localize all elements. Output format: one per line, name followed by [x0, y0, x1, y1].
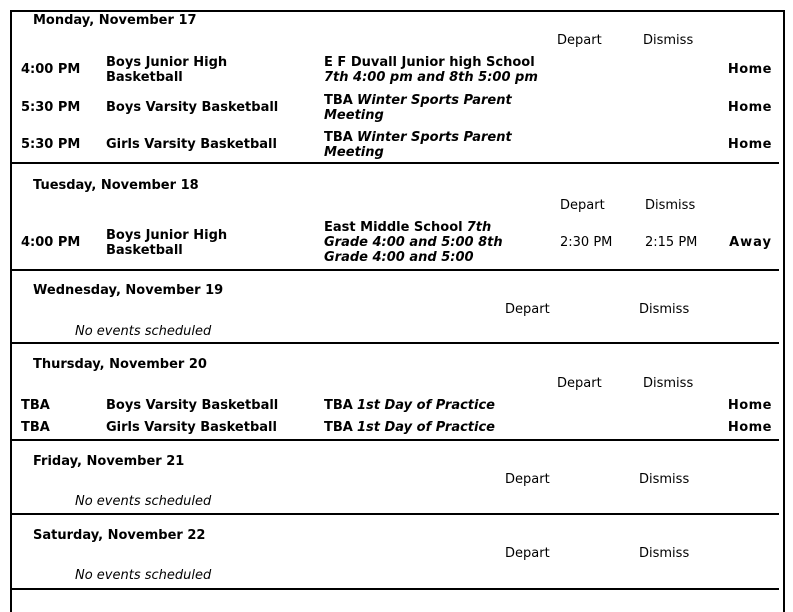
- depart-label: Depart: [505, 472, 550, 487]
- day-header: Saturday, November 22: [33, 528, 206, 543]
- event-time: TBA: [21, 398, 50, 413]
- location-note: Winter Sports Parent Meeting: [324, 93, 512, 123]
- depart-time: 2:30 PM: [560, 235, 613, 250]
- location-name: East Middle School: [324, 220, 463, 235]
- home-away: Home: [727, 420, 772, 435]
- day-header: Wednesday, November 19: [33, 283, 224, 298]
- event-name: Boys Varsity Basketball: [106, 398, 279, 413]
- day-separator: [12, 342, 779, 344]
- event-name: Boys Varsity Basketball: [106, 100, 279, 115]
- no-events-text: No events scheduled: [75, 494, 212, 509]
- day-header: Thursday, November 20: [33, 357, 207, 372]
- depart-label: Depart: [557, 376, 602, 391]
- dismiss-label: Dismiss: [645, 198, 696, 213]
- location-note: 7th Grade 4:00 and 5:00 8th Grade 4:00 and 5:00: [324, 220, 503, 265]
- location-name: TBA: [324, 130, 353, 145]
- event-time: 4:00 PM: [21, 62, 81, 77]
- home-away: Home: [727, 137, 772, 152]
- no-events-text: No events scheduled: [75, 324, 212, 339]
- event-name: Girls Varsity Basketball: [106, 137, 277, 152]
- event-name: Boys Junior High Basketball: [106, 228, 228, 258]
- day-separator: [12, 513, 779, 515]
- depart-label: Depart: [557, 33, 602, 48]
- day-separator: [12, 162, 779, 164]
- location-note: 7th 4:00 pm and 8th 5:00 pm: [324, 70, 538, 85]
- home-away: Away: [729, 235, 772, 250]
- dismiss-label: Dismiss: [639, 472, 690, 487]
- day-separator: [12, 269, 779, 271]
- home-away: Home: [727, 62, 772, 77]
- location-name: TBA: [324, 93, 353, 108]
- depart-label: Depart: [560, 198, 605, 213]
- event-time: 5:30 PM: [21, 137, 81, 152]
- location-name: TBA: [324, 398, 353, 413]
- location-name: TBA: [324, 420, 353, 435]
- dismiss-label: Dismiss: [643, 376, 694, 391]
- location-name: E F Duvall Junior high School: [324, 55, 535, 70]
- home-away: Home: [727, 398, 772, 413]
- location-note: Winter Sports Parent Meeting: [324, 130, 512, 160]
- location-note: 1st Day of Practice: [356, 420, 495, 435]
- dismiss-label: Dismiss: [639, 302, 690, 317]
- event-location: [324, 398, 495, 413]
- event-time: 4:00 PM: [21, 235, 81, 250]
- no-events-text: No events scheduled: [75, 568, 212, 583]
- event-location: [324, 220, 524, 265]
- dismiss-label: Dismiss: [639, 546, 690, 561]
- day-header: Tuesday, November 18: [33, 178, 199, 193]
- home-away: Home: [727, 100, 772, 115]
- day-header: Friday, November 21: [33, 454, 185, 469]
- depart-label: Depart: [505, 546, 550, 561]
- event-location: [324, 420, 495, 435]
- depart-label: Depart: [505, 302, 550, 317]
- day-header: Monday, November 17: [33, 13, 197, 28]
- event-time: TBA: [21, 420, 50, 435]
- location-note: 1st Day of Practice: [356, 398, 495, 413]
- dismiss-label: Dismiss: [643, 33, 694, 48]
- event-location: [324, 93, 539, 123]
- day-separator: [12, 439, 779, 441]
- event-location: [324, 55, 554, 85]
- event-time: 5:30 PM: [21, 100, 81, 115]
- dismiss-time: 2:15 PM: [645, 235, 698, 250]
- event-location: [324, 130, 539, 160]
- event-name: Girls Varsity Basketball: [106, 420, 277, 435]
- event-name: Boys Junior High Basketball: [106, 55, 228, 85]
